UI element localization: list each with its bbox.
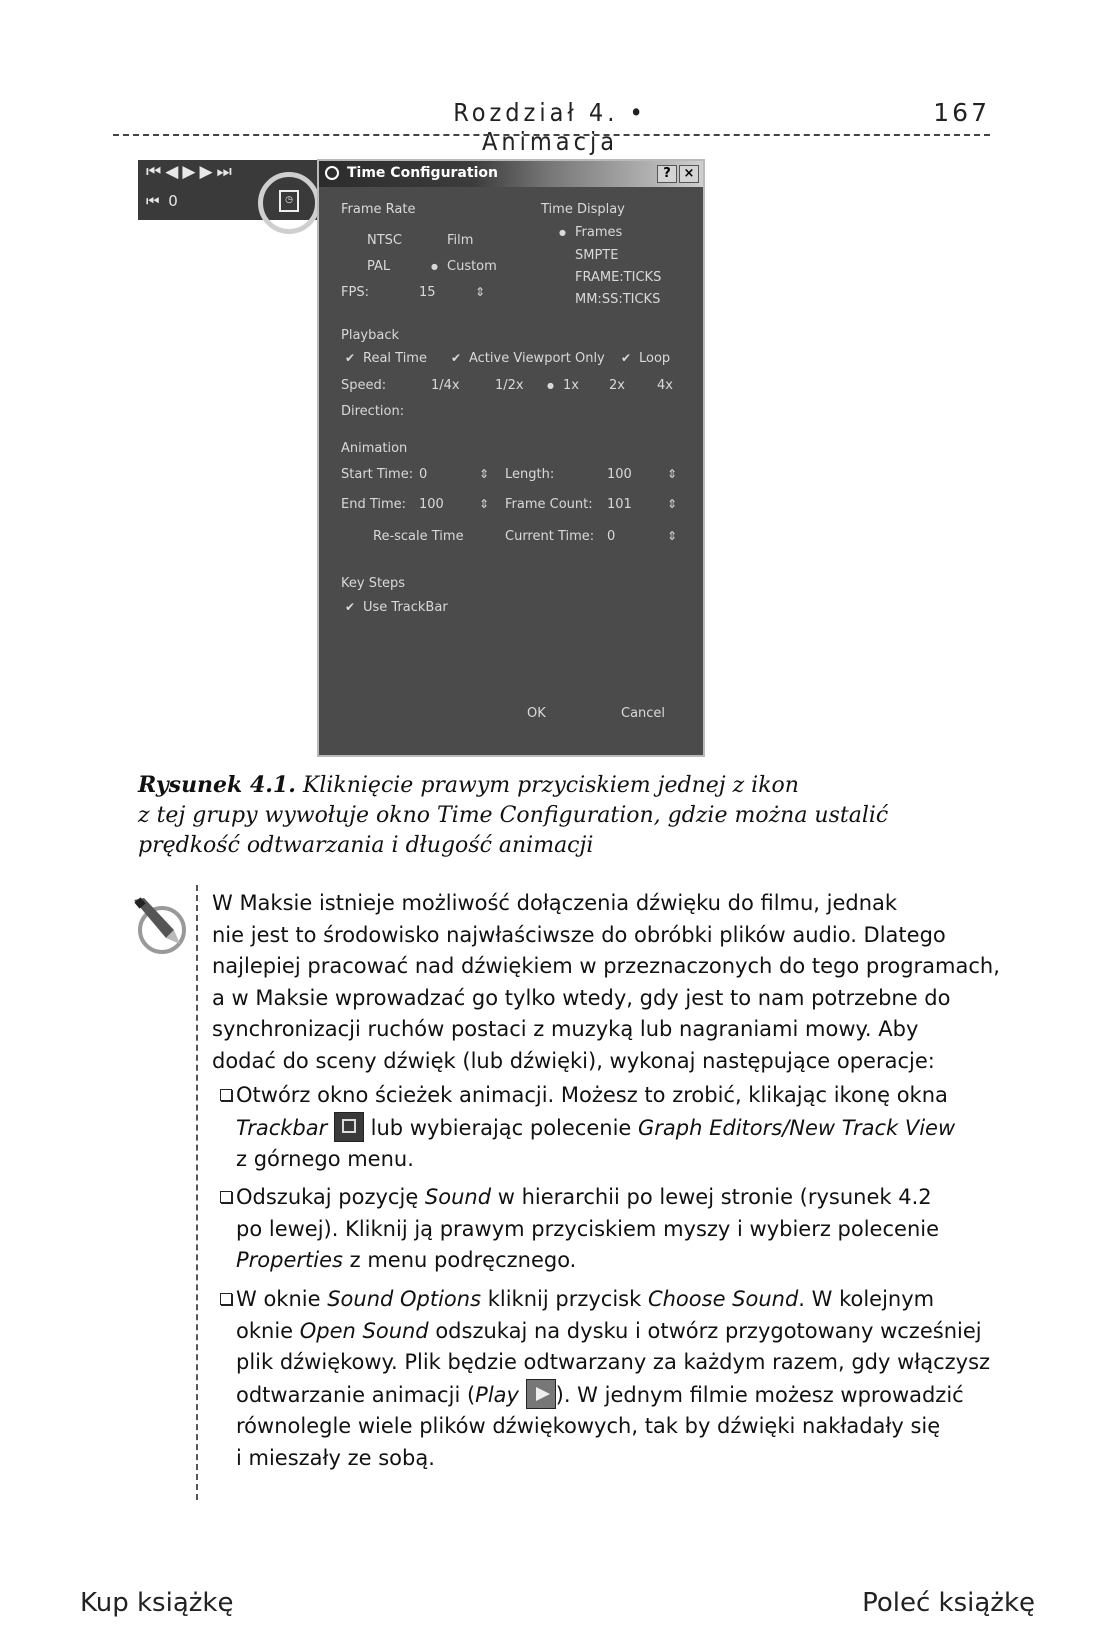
current-time-spinner-icon[interactable]: ⇕ xyxy=(667,529,678,543)
list-text: w hierarchii po lewej stronie (rysunek 4.2 xyxy=(491,1185,932,1209)
list-text: z menu podręcznego. xyxy=(342,1248,577,1272)
start-time-spinner-icon[interactable]: ⇕ xyxy=(479,467,490,481)
figure-caption xyxy=(138,770,958,861)
header-rule xyxy=(113,134,990,136)
cancel-button[interactable]: Cancel xyxy=(621,706,666,721)
frame-counter: ⏮ 0 xyxy=(146,192,180,210)
dialog-title: Time Configuration xyxy=(347,165,498,181)
radio-pal[interactable]: PAL xyxy=(367,259,391,274)
menu-path-term: Graph Editors/New Track View xyxy=(638,1115,956,1140)
check-real-time[interactable]: ✔ Real Time xyxy=(363,351,427,366)
choose-sound-term: Choose Sound xyxy=(647,1287,799,1311)
note-line: nie jest to środowisko najwłaściwsze do obróbki plików audio. Dlatego xyxy=(212,922,946,947)
play-term: Play xyxy=(475,1382,519,1407)
radio-smpte[interactable]: SMPTE xyxy=(575,248,619,263)
current-time-label: Current Time: xyxy=(505,529,595,544)
note-line: a w Maksie wprowadzać go tylko wtedy, gdy jest to nam potrzebne do xyxy=(212,985,951,1010)
trackbar-term: Trackbar xyxy=(236,1115,328,1140)
note-line: synchronizacji ruchów postaci z muzyką lub nagraniami mowy. Aby xyxy=(212,1017,919,1041)
key-steps-label: Key Steps xyxy=(341,576,406,591)
list-item xyxy=(220,1284,991,1474)
frame-count-input[interactable]: 101 xyxy=(607,497,632,512)
list-item xyxy=(220,1080,980,1176)
current-time-input[interactable]: 0 xyxy=(607,529,616,544)
close-button[interactable]: × xyxy=(679,165,699,183)
direction-label: Direction: xyxy=(341,404,405,419)
note-line: W Maksie istnieje możliwość dołączenia dźwięku do filmu, jednak xyxy=(212,891,898,915)
list-text: kliknij przycisk xyxy=(481,1287,648,1311)
checkbox-bullet-icon xyxy=(220,1293,232,1305)
list-text: z górnego menu. xyxy=(236,1147,414,1171)
list-text: równolegle wiele plików dźwiękowych, tak by dźwięki nakładały się xyxy=(236,1414,941,1438)
length-spinner-icon[interactable]: ⇕ xyxy=(667,467,678,481)
sound-term: Sound xyxy=(424,1185,492,1209)
radio-speed-quarter[interactable]: 1/4x xyxy=(431,378,460,393)
radio-speed-half[interactable]: 1/2x xyxy=(495,378,524,393)
end-time-input[interactable]: 100 xyxy=(419,497,444,512)
list-text: . W kolejnym xyxy=(798,1287,935,1311)
help-button[interactable]: ? xyxy=(657,165,677,183)
radio-mm-ss-ticks[interactable]: MM:SS:TICKS xyxy=(575,292,661,307)
fps-label: FPS: xyxy=(341,285,369,300)
checkbox-bullet-icon xyxy=(220,1089,232,1101)
length-label: Length: xyxy=(505,467,555,482)
caption-line-3: prędkość odtwarzania i długość animacji xyxy=(138,833,594,858)
page-number: 167 xyxy=(933,98,990,127)
playback-controls-icons[interactable]: ⏮◀▶▶⏭ xyxy=(146,162,236,182)
list-text: Odszukaj pozycję xyxy=(236,1185,425,1209)
app-icon xyxy=(325,166,339,180)
frame-rate-label: Frame Rate xyxy=(341,202,416,217)
chapter-header: Rozdział 4. • Animacja xyxy=(453,98,647,156)
radio-ntsc[interactable]: NTSC xyxy=(367,233,402,248)
buy-book-link[interactable]: Kup książkę xyxy=(80,1588,234,1618)
list-text: oknie xyxy=(236,1318,300,1343)
list-text: odszukaj na dysku i otwórz przygotowany wcześniej xyxy=(428,1318,982,1343)
list-text: Otwórz okno ścieżek animacji. Możesz to zrobić, klikając ikonę okna xyxy=(236,1083,948,1107)
note-paragraph xyxy=(212,888,1000,1077)
check-active-viewport[interactable]: ✔ Active Viewport Only xyxy=(469,351,605,366)
note-margin-rule xyxy=(196,885,198,1500)
frame-count-spinner-icon[interactable]: ⇕ xyxy=(667,497,678,511)
pencil-note-icon xyxy=(128,896,186,954)
start-time-label: Start Time: xyxy=(341,467,414,482)
list-item xyxy=(220,1182,980,1277)
track-view-icon xyxy=(334,1112,364,1142)
open-sound-term: Open Sound xyxy=(299,1318,429,1343)
speed-label: Speed: xyxy=(341,378,387,393)
radio-speed-4x[interactable]: 4x xyxy=(657,378,673,393)
list-text: lub wybierając polecenie xyxy=(363,1115,639,1140)
frame-count-label: Frame Count: xyxy=(505,497,593,512)
radio-speed-2x[interactable]: 2x xyxy=(609,378,625,393)
start-time-input[interactable]: 0 xyxy=(419,467,428,482)
radio-film[interactable]: Film xyxy=(447,233,474,248)
length-input[interactable]: 100 xyxy=(607,467,632,482)
list-text: po lewej). Kliknij ją prawym przyciskiem myszy i wybierz polecenie xyxy=(236,1216,940,1241)
caption-line-2: z tej grupy wywołuje okno Time Configuration, gdzie można ustalić xyxy=(138,803,889,828)
fps-spinner-icon[interactable]: ⇕ xyxy=(475,285,486,299)
time-config-icon[interactable]: ◷ xyxy=(279,190,299,212)
list-text: plik dźwiękowy. Plik będzie odtwarzany za każdym razem, gdy włączysz xyxy=(236,1350,991,1374)
rescale-time-button[interactable]: Re-scale Time xyxy=(373,529,464,544)
note-line: najlepiej pracować nad dźwiękiem w przeznaczonych do tego programach, xyxy=(212,954,1000,978)
list-text: odtwarzanie animacji ( xyxy=(236,1382,476,1407)
radio-frame-ticks[interactable]: FRAME:TICKS xyxy=(575,270,662,285)
playback-label: Playback xyxy=(341,328,400,343)
fps-input[interactable]: 15 xyxy=(419,285,436,300)
ok-button[interactable]: OK xyxy=(527,706,546,721)
checkbox-bullet-icon xyxy=(220,1191,232,1203)
caption-label: Rysunek 4.1. xyxy=(138,772,296,798)
list-text: ). W jednym filmie możesz wprowadzić xyxy=(555,1382,964,1407)
check-loop[interactable]: ✔ Loop xyxy=(639,351,670,366)
note-line: dodać do sceny dźwięk (lub dźwięki), wykonaj następujące operacje: xyxy=(212,1048,935,1073)
time-display-label: Time Display xyxy=(541,202,625,217)
end-time-label: End Time: xyxy=(341,497,407,512)
list-text: W oknie xyxy=(236,1287,328,1311)
list-text: i mieszały ze sobą. xyxy=(236,1445,435,1470)
radio-frames[interactable]: ● Frames xyxy=(575,225,622,240)
recommend-book-link[interactable]: Poleć książkę xyxy=(862,1588,1035,1618)
radio-speed-1x[interactable]: ● 1x xyxy=(563,378,579,393)
end-time-spinner-icon[interactable]: ⇕ xyxy=(479,497,490,511)
caption-line-1: Kliknięcie prawym przyciskiem jednej z ikon xyxy=(295,773,799,798)
radio-custom[interactable]: ● Custom xyxy=(447,259,497,274)
properties-term: Properties xyxy=(236,1248,343,1272)
play-icon xyxy=(526,1379,556,1409)
time-configuration-dialog xyxy=(317,159,705,757)
animation-label: Animation xyxy=(341,441,408,456)
sound-options-term: Sound Options xyxy=(327,1287,482,1311)
check-use-trackbar[interactable]: ✔ Use TrackBar xyxy=(363,600,448,615)
